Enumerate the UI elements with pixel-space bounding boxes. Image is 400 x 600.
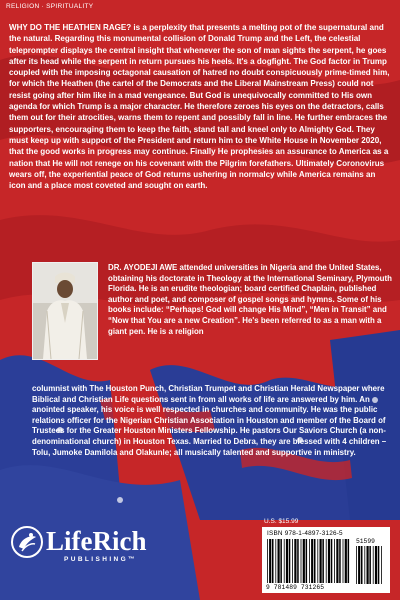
back-cover-blurb: WHY DO THE HEATHEN RAGE? is a perplexity that presents a melting pot of the supernatural and the natural. Regarding this monumental collision of Donald Trump and the Left, the celestial teleprompter displays the central insight that whenever the son of man sights the serpent, he goes after its head while the serpent in return pursues his heels. It's a dogfight. The God factor in Trump coupled with the imposing octagonal causation of hatred no doubt conspicuously prime-timed him, for which the Heathen (the cartel of the Democrats and the Liberal Mainstream Press) could not resist going after him like in a mad vengeance. But God is unequivocally committed to His own agenda for which Trump is a major character. He therefore zeroes his eyes on the detractors, calls them out for their atrocities, warns them to repent and possibly fall in line. He further embraces the supporters, encouraging them to keep the faith, stand tall and kneel only to Almighty God. They must keep up with support of the President and return him to the White House in November 2020, that the good works in progress may continue. Finally He prophesies an assurance to America as a nation that He will not renege on his covenant with the Pilgrim forefathers. Ultimately Coronovirus wears off, the experiential peace of God returns ushering in normalcy while America remains an icon and a place most coveted and sought on earth. — [9, 23, 390, 191]
isbn-label: ISBN 978-1-4897-3126-5 — [267, 530, 343, 537]
isbn-barcode — [262, 527, 390, 593]
author-name: DR. AYODEJI AWE — [108, 263, 178, 272]
barcode-bars — [266, 539, 352, 583]
author-bio-top — [108, 263, 393, 337]
category-label: RELIGION · SPIRITUALITY — [6, 3, 94, 10]
author-bio-text-top: attended universities in Nigeria and the United States, obtaining his doctorate in Theology at the International Seminary, Plymouth Florida. He is an erudite theologian; board certified Chaplain, published author and poet, and composer of gospel songs and hymns. Some of his books include: “Perhaps! God will change His Mind”, “Men in Transit” and “Now that You are a new Creation”. He's been referred to as a man with a giant pen. He is a religion — [108, 263, 392, 336]
barcode-digits: 9 781489 731265 — [266, 584, 325, 591]
author-portrait-image — [33, 263, 97, 359]
liferich-emblem-icon — [10, 525, 44, 559]
barcode-addon-bars — [355, 546, 387, 584]
author-photo — [32, 262, 98, 360]
publisher-name: LifeRich — [46, 526, 147, 556]
barcode-addon-digits: 51599 — [356, 538, 375, 545]
publisher-subline: PUBLISHING™ — [64, 556, 137, 563]
author-bio-bottom: columnist with The Houston Punch, Christian Trumpet and Christian Herald Newspaper where Biblical and Christian Life questions sent in from all works of life are answered by him. An anointed speaker, his voice is well respected in churches and community. He was the public relations officer for the Nigerian Christian Association in Houston and member of the Board of Trustees for the Greater Houston Ministers Fellowship. He pastors Our Saviors Church (a non-denominational church) in Houston Texas. Married to Debra, they are blessed with 4 children – Tolu, Jumoke Damilola and Olakunle; all musically talented and supportive in ministry. — [32, 384, 387, 457]
price-label: U.S. $15.99 — [264, 518, 299, 525]
publisher-logo — [10, 522, 150, 572]
